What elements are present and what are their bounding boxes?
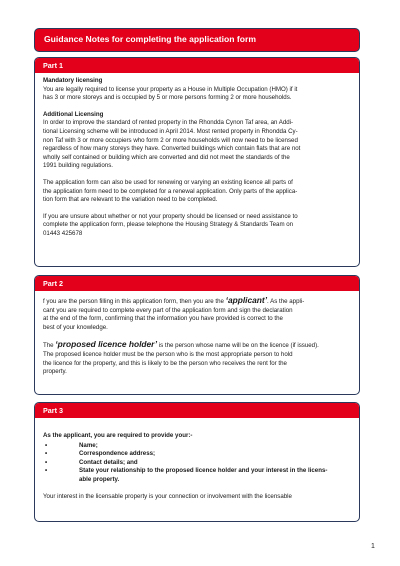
- text-line: The: [43, 342, 56, 350]
- part2-header: [35, 276, 359, 291]
- bullet-icon: •: [45, 458, 48, 466]
- text-line: wholly self contained or building which are converted and did not meet the standards of the: [43, 153, 290, 161]
- text-line: regardless of how many storeys they have. Converted buildings which contain flats that are not: [43, 145, 301, 153]
- text-line: at the end of the form, confirming that the information you have provided is correct to the: [43, 315, 283, 323]
- bullet-icon: •: [45, 467, 48, 475]
- part1-heading: Part 1: [43, 61, 63, 70]
- text-line: property.: [43, 368, 67, 376]
- text-line: f you are the person filling in this application form, then you are the: [43, 298, 226, 305]
- text-line: You are legally required to license your property as a House in Multiple Occupation (HMO) if it: [43, 85, 298, 93]
- mandatory-heading: Mandatory licensing: [43, 77, 103, 84]
- page-number: 1: [371, 543, 375, 550]
- requirements-list: [43, 442, 351, 485]
- part3-heading: Part 3: [43, 406, 63, 415]
- renewal-paragraph: [43, 179, 351, 205]
- text-line: non Taf with 3 or more occupiers who form 2 or more households will now need to be licensed: [43, 136, 298, 144]
- bullet-icon: •: [45, 441, 48, 449]
- list-item: • Name;: [45, 441, 98, 449]
- contact-paragraph: [43, 213, 351, 239]
- part1-section: [34, 57, 360, 267]
- applicant-term: ‘applicant’: [225, 295, 268, 305]
- text-line: The application form can also be used for renewing or varying an existing licence all parts of: [43, 178, 293, 186]
- text-line: . As the appli-: [267, 298, 305, 305]
- list-item: • Contact details; and: [45, 458, 138, 466]
- text-line: has 3 or more storeys and is occupied by 5 or more persons forming 2 or more households.: [43, 94, 292, 102]
- part3-header: [35, 403, 359, 418]
- additional-heading: Additional Licensing: [43, 110, 104, 118]
- item-continuation: able property.: [79, 475, 120, 483]
- part3-intro: As the applicant, you are required to provide your:-: [43, 432, 193, 439]
- text-line: In order to improve the standard of rented property in the Rhondda Cynon Taf area, an Addi-: [43, 119, 294, 127]
- mandatory-paragraph: [43, 86, 351, 103]
- part2-heading: Part 2: [43, 279, 63, 288]
- part2-body: [35, 291, 359, 377]
- part3-section: [34, 402, 360, 522]
- holder-paragraph: [43, 340, 351, 376]
- text-line: the licence for the property, and this is likely to be the person who receives the rent for the: [43, 359, 287, 367]
- list-item: • State your relationship to the proposed licence holder and your interest in the licens- able property.: [45, 467, 328, 483]
- list-item: • Correspondence address;: [45, 450, 156, 458]
- text-line: tional Licensing scheme will be introduced in April 2014. Most rented property in Rhondda Cy-: [43, 127, 298, 135]
- text-line: tion form that are relevant to the variation need to be completed.: [43, 196, 218, 204]
- phone-number: 01443 425678: [43, 229, 83, 237]
- page-title: Guidance Notes for completing the application form: [44, 34, 256, 44]
- text-line: complete the application form, please telephone the Housing Strategy & Standards Team on: [43, 221, 294, 229]
- additional-paragraph: [43, 119, 351, 171]
- title-banner: [34, 28, 360, 52]
- part3-body: [35, 418, 359, 501]
- text-line: the application form need to be completed for a renewal application. Only parts of the applica-: [43, 187, 298, 195]
- part1-body: [35, 73, 359, 239]
- part2-section: [34, 275, 360, 395]
- text-line: 1991 building regulations.: [43, 162, 113, 170]
- part3-footer-line: Your interest in the licensable property is your connection or involvement with the licensable: [43, 492, 292, 500]
- text-line: cant you are required to complete every part of the application form and sign the declaration: [43, 306, 293, 314]
- text-line: best of your knowledge.: [43, 323, 108, 331]
- bullet-icon: •: [45, 450, 48, 458]
- applicant-paragraph: [43, 296, 351, 332]
- text-line: If you are unsure about whether or not your property should be licensed or need assistance to: [43, 212, 298, 220]
- holder-term: ‘proposed licence holder’: [55, 339, 158, 350]
- part1-header: [35, 58, 359, 73]
- text-line: The proposed licence holder must be the person who is the most appropriate person to hold: [43, 350, 293, 358]
- text-line: is the person whose name will be on the licence (if issued).: [157, 342, 319, 350]
